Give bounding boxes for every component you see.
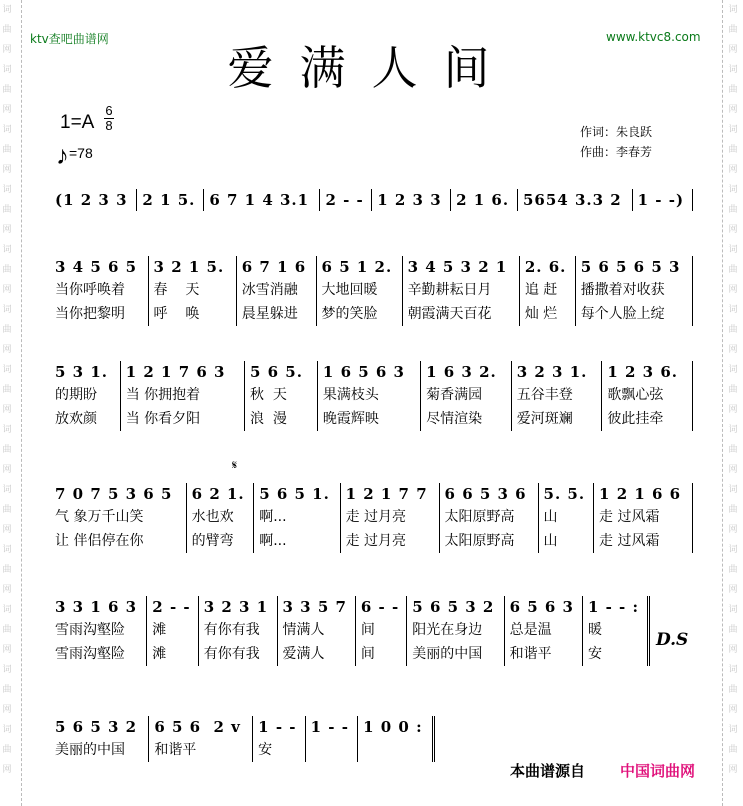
watermark-char: 网 (2, 345, 12, 355)
lyric-l2: 放欢颜 (55, 411, 97, 427)
measure-notes: 5 6 5 1. (259, 485, 330, 503)
watermark-char: 网 (2, 105, 12, 115)
time-bottom: 8 (105, 118, 113, 133)
measure-notes: 5 6 5. (249, 363, 303, 381)
measure-notes: 5 3 1. (55, 363, 108, 381)
watermark-char: 网 (728, 585, 738, 595)
measure-notes: 2. 6. (524, 258, 567, 276)
watermark-char: 网 (2, 405, 12, 415)
watermark-char: 词 (728, 305, 738, 315)
watermark-char: 词 (728, 65, 738, 75)
watermark-char: 词 (728, 605, 738, 615)
lyric-l2: 尽情渲染 (426, 411, 483, 427)
watermark-char: 词 (2, 665, 12, 675)
measure-notes: 1 0 0 : (363, 718, 423, 736)
watermark-char: 网 (728, 645, 738, 655)
watermark-char: 网 (728, 405, 738, 415)
measure (518, 189, 633, 211)
measure (149, 256, 237, 326)
tempo-value: =78 (69, 145, 93, 161)
measure (356, 596, 407, 666)
watermark-right (726, 0, 740, 780)
watermark-char: 曲 (728, 325, 738, 335)
score-line (50, 716, 435, 762)
site-url-right: www.ktvc8.com (606, 30, 701, 44)
lyric-l2: 彼此挂牵 (607, 411, 664, 427)
measure-notes: 1 - - (258, 718, 297, 736)
watermark-char: 曲 (2, 565, 12, 575)
source-site: 中国词曲网 (620, 762, 696, 780)
watermark-char: 词 (2, 185, 12, 195)
watermark-char: 词 (2, 605, 12, 615)
measure (594, 483, 693, 553)
lyric-l1: 太阳原野高 (444, 509, 515, 525)
left-margin-line (21, 0, 22, 806)
measure-notes: 2 - - (152, 598, 191, 616)
lyric-l2: 爱河斑斓 (516, 411, 573, 427)
lyricist: 作词：朱良跃 (580, 125, 653, 139)
measure-notes: 6 2 1. (191, 485, 245, 503)
lyric-l1: 和谐平 (154, 742, 197, 758)
watermark-left (0, 0, 14, 780)
measure (520, 256, 576, 326)
measure-notes: 6 - - (360, 598, 400, 616)
measure (149, 716, 253, 762)
lyric-l2: 安 (587, 646, 602, 662)
measure (254, 483, 340, 553)
lyric-l1: 五谷丰登 (516, 387, 573, 403)
measure-notes: 5654 3.3 2 (523, 191, 622, 209)
measure (245, 361, 318, 431)
watermark-char: 网 (728, 345, 738, 355)
watermark-char: 曲 (728, 85, 738, 95)
measure (306, 716, 358, 762)
lyric-l1: 安 (258, 742, 273, 758)
lyric-l2: 美丽的中国 (412, 646, 483, 662)
measure (253, 716, 305, 762)
measure (576, 256, 693, 326)
composer: 作曲：李春芳 (580, 145, 653, 159)
measure-notes: 3 2 3 1. (516, 363, 588, 381)
watermark-char: 曲 (728, 685, 738, 695)
measure-notes: 5 6 5 3 2 (412, 598, 495, 616)
lyric-l2: 太阳原野高 (444, 533, 515, 549)
watermark-char: 词 (728, 185, 738, 195)
lyric-l1: 啊... (259, 509, 287, 525)
song-title: 爱满人间 (227, 41, 516, 95)
watermark-char: 网 (728, 45, 738, 55)
measure-notes: 6 5 1 2. (321, 258, 393, 276)
watermark-char: 曲 (2, 265, 12, 275)
watermark-char: 曲 (728, 385, 738, 395)
measure (50, 256, 149, 326)
measure (187, 483, 255, 553)
lyric-l1: 秋 天 (249, 387, 287, 403)
measure-notes: 6 7 1 4 3.1 (209, 191, 310, 209)
watermark-char: 曲 (728, 265, 738, 275)
watermark-char: 词 (728, 125, 738, 135)
measure (539, 483, 595, 553)
measure (204, 189, 320, 211)
measure (50, 361, 121, 431)
measure (318, 361, 421, 431)
lyric-l2: 山 (543, 533, 558, 549)
lyric-l1: 滩 (152, 622, 167, 638)
measure-notes: (1 2 3 3 (55, 191, 128, 209)
lyric-l2: 走 过月亮 (345, 533, 407, 549)
lyric-l2: 走 过风霜 (599, 533, 660, 549)
score-line (50, 483, 693, 553)
time-top: 6 (105, 103, 113, 118)
lyric-l2: 当你把黎明 (55, 306, 125, 322)
watermark-char: 曲 (2, 625, 12, 635)
watermark-char: 网 (2, 285, 12, 295)
watermark-char: 网 (728, 165, 738, 175)
watermark-char: 词 (2, 245, 12, 255)
measure-notes: 3 3 1 6 3 (55, 598, 138, 616)
watermark-char: 曲 (728, 625, 738, 635)
watermark-char: 网 (2, 765, 12, 775)
lyric-l1: 走 过月亮 (345, 509, 407, 525)
measure-notes: 3 2 1 5. (153, 258, 225, 276)
measure-notes: 2 1 5. (142, 191, 196, 209)
lyric-l2: 让 伴侣停在你 (55, 533, 144, 549)
lyric-l1 (363, 738, 427, 762)
watermark-char: 词 (728, 665, 738, 675)
watermark-char: 词 (2, 725, 12, 735)
lyric-l1 (311, 738, 352, 762)
lyric-l2: 每个人脸上绽 (580, 306, 665, 322)
watermark-char: 网 (2, 585, 12, 595)
measure-notes: 5 6 5 3 2 (55, 718, 138, 736)
lyric-l1: 歌飘心弦 (607, 387, 664, 403)
watermark-char: 网 (2, 165, 12, 175)
lyric-l1: 气 象万千山笑 (55, 509, 144, 525)
measure (512, 361, 603, 431)
measure (407, 596, 504, 666)
watermark-char: 曲 (728, 145, 738, 155)
score-line (50, 361, 693, 431)
lyric-l1: 水也欢 (191, 509, 234, 525)
lyric-l1: 果满枝头 (322, 387, 379, 403)
watermark-char: 词 (728, 725, 738, 735)
lyric-l2: 灿 烂 (524, 306, 558, 322)
measure (583, 596, 650, 666)
measure (50, 716, 149, 762)
watermark-char: 词 (2, 65, 12, 75)
measure (137, 189, 204, 211)
lyric-l1: 辛勤耕耘日月 (407, 282, 492, 298)
measure (421, 361, 512, 431)
lyric-l1: 追 赶 (524, 282, 558, 298)
watermark-char: 曲 (728, 505, 738, 515)
measure (633, 189, 693, 211)
watermark-char: 网 (728, 765, 738, 775)
watermark-char: 网 (2, 45, 12, 55)
lyric-l1: 当你呼唤着 (55, 282, 125, 298)
measure-notes: 3 4 5 3 2 1 (407, 258, 508, 276)
score-line (50, 256, 693, 326)
measure-notes: 7 0 7 5 3 6 5 (55, 485, 173, 503)
measure-notes: 1 - -) (637, 191, 685, 209)
site-name-left: ktv查吧曲谱网 (30, 32, 109, 46)
lyric-l2: 雪雨沟壑险 (55, 646, 125, 662)
lyric-l1: 阳光在身边 (412, 622, 483, 638)
watermark-char: 词 (728, 485, 738, 495)
measure (320, 189, 372, 211)
lyric-l2: 和谐平 (509, 646, 552, 662)
watermark-char: 曲 (2, 145, 12, 155)
measure-notes: 1 - - (310, 718, 349, 736)
lyric-l2: 的臂弯 (191, 533, 234, 549)
lyric-l1: 走 过风霜 (599, 509, 660, 525)
ds-marking: D.S (656, 630, 689, 650)
measure (50, 596, 147, 666)
lyric-l1: 总是温 (509, 622, 552, 638)
measure (50, 483, 187, 553)
right-margin-line (722, 0, 723, 806)
lyric-l1: 当 你拥抱着 (125, 387, 201, 403)
measure (358, 716, 435, 762)
watermark-char: 词 (728, 5, 738, 15)
lyric-l1: 雪雨沟壑险 (55, 622, 125, 638)
measure (278, 596, 356, 666)
measure-notes: 5. 5. (543, 485, 586, 503)
measure-notes: 1 2 3 6. (607, 363, 678, 381)
lyric-l1: 春 天 (153, 282, 200, 298)
measure-notes: 1 - - : (587, 598, 640, 616)
lyric-l2: 间 (360, 646, 375, 662)
lyric-l1: 间 (360, 622, 375, 638)
lyric-l2: 朝霞满天百花 (407, 306, 492, 322)
watermark-char: 曲 (728, 745, 738, 755)
measure (121, 361, 245, 431)
segno-icon: 𝄋 (232, 458, 238, 472)
tempo-marking (56, 140, 93, 171)
watermark-char: 网 (728, 285, 738, 295)
measure (602, 361, 693, 431)
watermark-char: 曲 (728, 25, 738, 35)
eighth-note-icon: ♪ (56, 140, 69, 170)
watermark-char: 词 (728, 545, 738, 555)
measure (403, 256, 520, 326)
watermark-char: 曲 (728, 445, 738, 455)
watermark-char: 曲 (2, 385, 12, 395)
measure-notes: 2 1 6. (456, 191, 510, 209)
watermark-char: 词 (2, 425, 12, 435)
watermark-char: 网 (728, 705, 738, 715)
measure-notes: 6 7 1 6 (241, 258, 307, 276)
measure (50, 189, 137, 211)
measure (440, 483, 539, 553)
watermark-char: 网 (2, 645, 12, 655)
measure-notes: 3 4 5 6 5 (55, 258, 138, 276)
lyric-l2: 晚霞辉映 (322, 411, 379, 427)
measure-notes: 1 6 3 2. (426, 363, 497, 381)
lyric-l1: 山 (543, 509, 558, 525)
watermark-char: 词 (2, 545, 12, 555)
lyric-l1: 的期盼 (55, 387, 97, 403)
watermark-char: 曲 (2, 685, 12, 695)
score-line (50, 189, 693, 211)
watermark-char: 曲 (2, 505, 12, 515)
lyric-l1: 暖 (587, 622, 602, 638)
measure-notes: 6 5 6 3 (509, 598, 574, 616)
lyric-l1: 播撒着对收获 (580, 282, 665, 298)
lyric-l1: 大地回暖 (321, 282, 378, 298)
watermark-char: 曲 (2, 85, 12, 95)
measure-notes: 1 6 5 6 3 (322, 363, 405, 381)
time-signature (104, 104, 114, 133)
score-line (50, 596, 650, 666)
lyric-l2: 晨星躲进 (241, 306, 298, 322)
measure (199, 596, 278, 666)
measure (237, 256, 317, 326)
watermark-char: 词 (728, 245, 738, 255)
measure-notes: 6 5 6 2 v (154, 718, 241, 736)
measure-notes: 3 2 3 1 (203, 598, 269, 616)
watermark-char: 词 (2, 485, 12, 495)
source-label: 本曲谱源自 (510, 762, 586, 780)
watermark-char: 网 (728, 105, 738, 115)
measure-notes: 1 2 1 7 7 (345, 485, 428, 503)
lyric-l2: 浪 漫 (249, 411, 287, 427)
watermark-char: 曲 (2, 745, 12, 755)
measure-notes: 1 2 3 3 (377, 191, 442, 209)
watermark-char: 词 (728, 425, 738, 435)
measure-notes: 1 2 1 7 6 3 (125, 363, 226, 381)
measure (505, 596, 583, 666)
measure (372, 189, 451, 211)
watermark-char: 词 (2, 365, 12, 375)
watermark-char: 网 (728, 225, 738, 235)
lyric-l2: 爱满人 (282, 646, 325, 662)
watermark-char: 词 (728, 365, 738, 375)
measure-notes: 6 6 5 3 6 (444, 485, 527, 503)
lyric-l2: 梦的笑脸 (321, 306, 378, 322)
watermark-char: 网 (2, 525, 12, 535)
watermark-char: 网 (2, 225, 12, 235)
lyric-l2: 啊... (259, 533, 287, 549)
watermark-char: 曲 (2, 445, 12, 455)
lyric-l1: 美丽的中国 (55, 742, 125, 758)
measure-notes: 5 6 5 6 5 3 (580, 258, 681, 276)
watermark-char: 曲 (728, 565, 738, 575)
watermark-char: 词 (2, 305, 12, 315)
watermark-char: 网 (728, 465, 738, 475)
watermark-char: 曲 (2, 25, 12, 35)
watermark-char: 曲 (2, 325, 12, 335)
measure (317, 256, 403, 326)
measure (341, 483, 440, 553)
lyric-l1: 冰雪消融 (241, 282, 298, 298)
measure (147, 596, 198, 666)
measure-notes: 3 3 5 7 (282, 598, 347, 616)
measure (451, 189, 518, 211)
watermark-char: 网 (2, 705, 12, 715)
measure-notes: 2 - - (325, 191, 364, 209)
lyric-l2: 滩 (152, 646, 167, 662)
watermark-char: 曲 (728, 205, 738, 215)
watermark-char: 曲 (2, 205, 12, 215)
lyric-l1: 有你有我 (203, 622, 260, 638)
lyric-l2: 当 你看夕阳 (125, 411, 201, 427)
watermark-char: 词 (2, 125, 12, 135)
lyric-l2: 呼 唤 (153, 306, 200, 322)
measure-notes: 1 2 1 6 6 (599, 485, 682, 503)
watermark-char: 网 (2, 465, 12, 475)
watermark-char: 网 (728, 525, 738, 535)
watermark-char: 词 (2, 5, 12, 15)
lyric-l2: 有你有我 (203, 646, 260, 662)
lyric-l1: 情满人 (282, 622, 325, 638)
lyric-l1: 菊香满园 (426, 387, 483, 403)
key-signature: 1=A (60, 112, 95, 133)
